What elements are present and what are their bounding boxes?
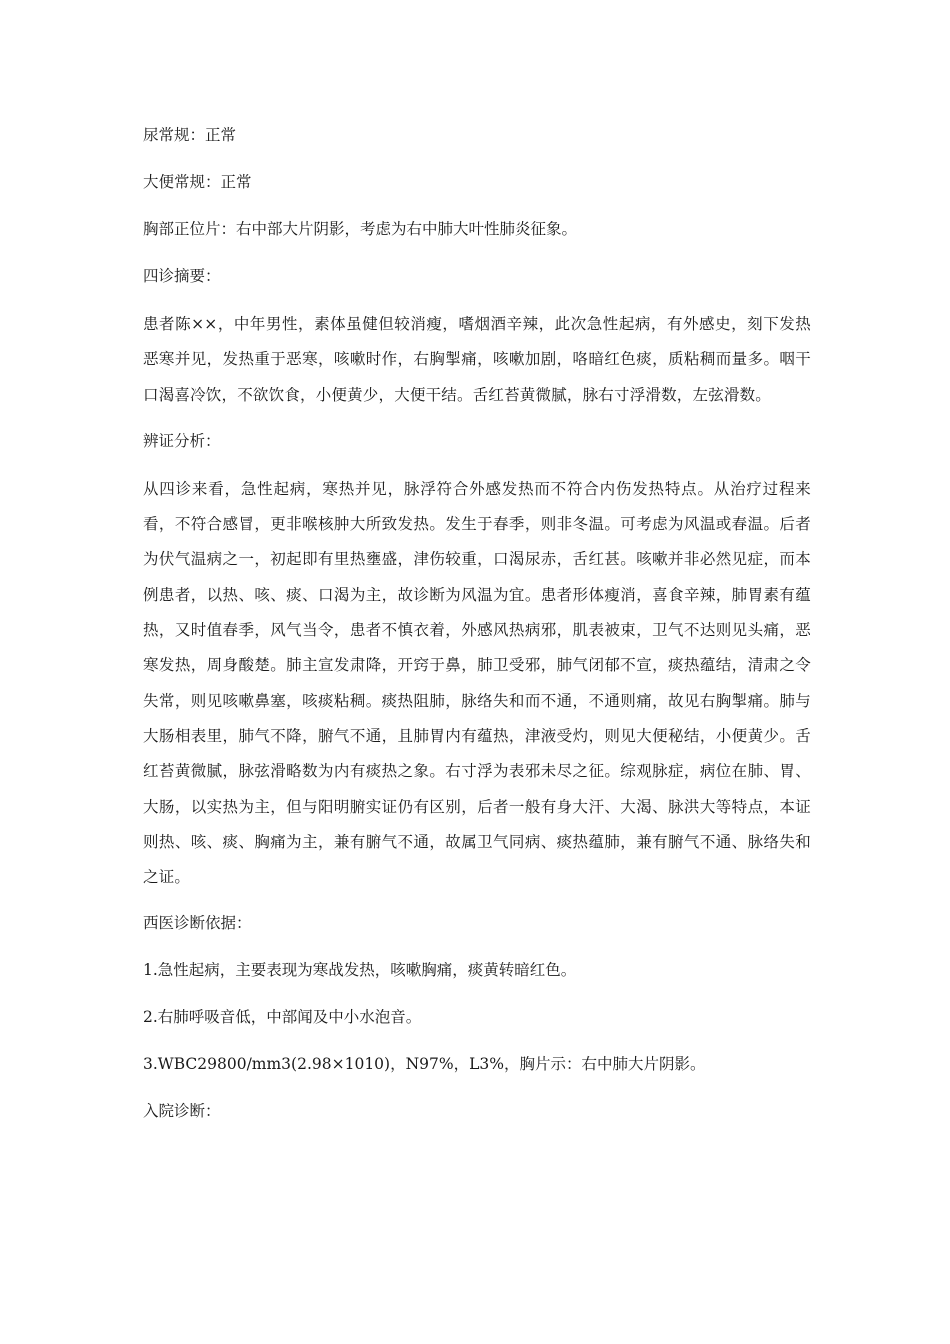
- stool-routine-line: 大便常规：正常: [143, 173, 252, 191]
- syndrome-analysis-heading: 辨证分析：: [143, 431, 221, 450]
- chest-xray-line: 胸部正位片：右中部大片阴影，考虑为右中肺大叶性肺炎征象。: [143, 220, 578, 238]
- syndrome-analysis-text: 从四诊来看，急性起病，寒热并见，脉浮符合外感发热而不符合内伤发热特点。从治疗过程来看，不符合感冒，更非喉核肿大所致发热。发生于春季，则非冬温。可考虑为风温或春温。后者为伏气温病之一，初起即有里热壅盛，津伤较重，口渴尿赤，舌红甚。咳嗽并非必然见症，而本例患者，以热、咳、痰、口渴为主，故诊断为风温为宜。患者形体瘦消，喜食辛辣，肺胃素有蕴热，又时值春季，风气当令，患者不慎衣着，外感风热病邪，肌表被束，卫气不达则见头痛，恶寒发热，周身酸楚。肺主宣发肃降，开窍于鼻，肺卫受邪，肺气闭郁不宣，痰热蕴结，清肃之令失常，则见咳嗽鼻塞，咳痰粘稠。痰热阻肺，脉络失和而不通，不通则痛，故见右胸掣痛。肺与大肠相表里，肺气不降，腑气不通，且肺胃内有蕴热，津液受灼，则见大便秘结，小便黄少。舌红苔黄微腻，脉弦滑略数为内有痰热之象。右寸浮为表邪未尽之征。综观脉症，病位在肺、胃、大肠，以实热为主，但与阳明腑实证仍有区别，后者一般有身大汗、大渴、脉洪大等特点，本证则热、咳、痰、胸痛为主，兼有腑气不通，故属卫气同病、痰热蕴肺，兼有腑气不通、脉络失和之证。: [143, 479, 811, 887]
- western-diagnosis-heading: 西医诊断依据：: [143, 914, 252, 933]
- four-diagnosis-summary: 患者陈××，中年男性，素体虽健但较消瘦，嗜烟酒辛辣，此次急性起病，有外感史，刻下发热恶寒并见，发热重于恶寒，咳嗽时作，右胸掣痛，咳嗽加剧，咯暗红色痰，质粘稠而量多。咽干口渴喜冷饮，不欲饮食，小便黄少，大便干结。舌红苔黄微腻，脉右寸浮滑数，左弦滑数。: [143, 315, 811, 404]
- western-item-2: 2.右肺呼吸音低，中部闻及中小水泡音。: [143, 1008, 422, 1027]
- western-item-1: 1.急性起病，主要表现为寒战发热，咳嗽胸痛，痰黄转暗红色。: [143, 961, 577, 980]
- document-page: [143, 112, 811, 1135]
- four-diagnosis-heading: 四诊摘要：: [143, 267, 221, 285]
- urine-routine-line: 尿常规：正常: [143, 126, 237, 144]
- western-item-3: 3.WBC29800/mm3(2.98×1010)，N97%，L3%，胸片示：右中肺大片阴影。: [143, 1055, 706, 1074]
- admission-diagnosis-heading: 入院诊断：: [143, 1102, 221, 1121]
